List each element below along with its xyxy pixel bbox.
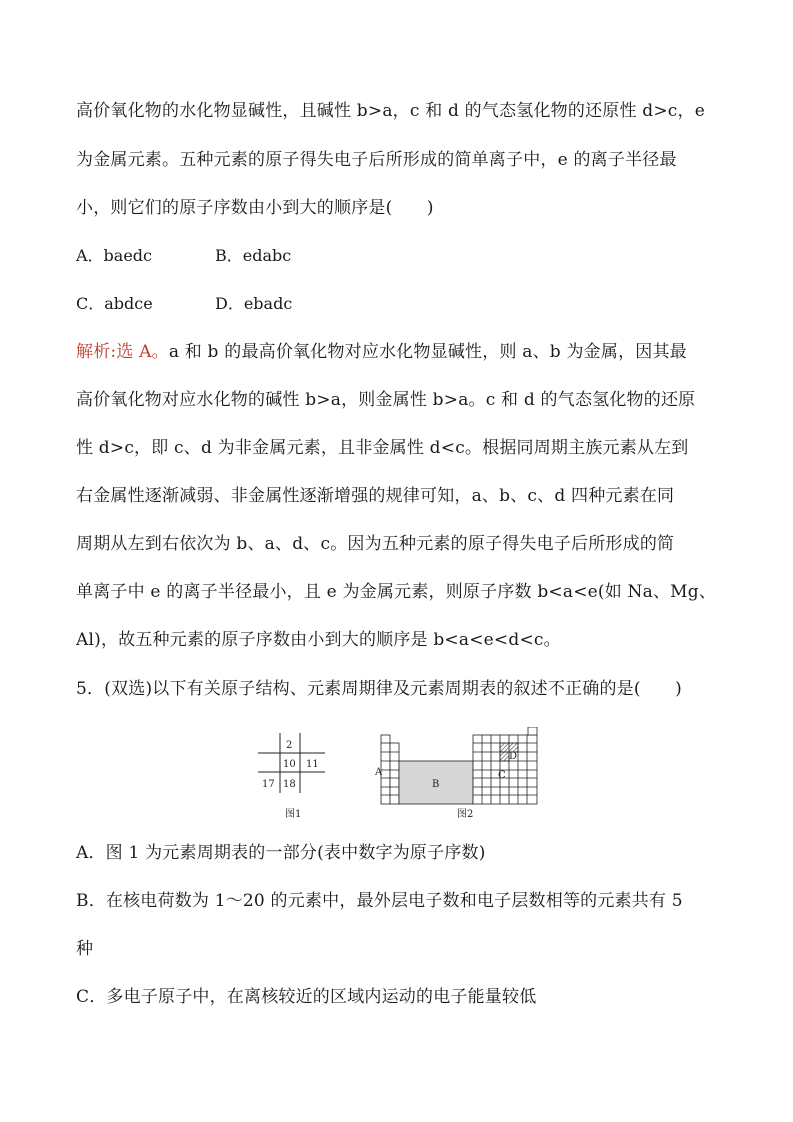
figure1-caption: 图1: [285, 809, 302, 820]
analysis-line-7: Al)，故五种元素的原子序数由小到大的顺序是 b<a<e<d<c。: [76, 630, 561, 650]
q5-figures: [253, 727, 553, 822]
q4-option-a: A．baedc: [76, 246, 153, 265]
q5-option-a: A．图 1 为元素周期表的一部分(表中数字为原子序数): [76, 843, 486, 863]
analysis-line-6: 单离子中 e 的离子半径最小，且 e 为金属元素，则原子序数 b<a<e(如 Na、Mg、: [76, 582, 717, 602]
q4-option-b: B．edabc: [215, 246, 292, 265]
figure2-label-d: D: [509, 751, 518, 762]
q4-line-1: 高价氧化物的水化物显碱性，且碱性 b>a，c 和 d 的气态氢化物的还原性 d>c，e: [76, 101, 705, 121]
figure2-label-a: A: [375, 767, 383, 778]
q5-option-c: C．多电子原子中，在离核较近的区域内运动的电子能量较低: [76, 987, 537, 1007]
figure2-hatch-2: [500, 752, 509, 761]
analysis-prefix: 解析:选 A。: [76, 342, 169, 362]
q5-option-b-line-2: 种: [76, 939, 94, 959]
q5-stem: 5．(双选)以下有关原子结构、元素周期律及元素周期表的叙述不正确的是( ): [76, 679, 682, 699]
figure2-caption: 图2: [457, 809, 474, 820]
q4-option-d: D．ebadc: [215, 294, 293, 313]
figure2-label-c: C: [498, 770, 506, 781]
figure1-num-2: 2: [286, 740, 293, 751]
figure1-num-10: 10: [283, 759, 296, 770]
analysis-line-1: [76, 340, 726, 364]
analysis-line-3: 性 d>c，即 c、d 为非金属元素，且非金属性 d<c。根据同周期主族元素从左到: [76, 438, 689, 458]
analysis-line-4: 右金属性逐渐减弱、非金属性逐渐增强的规律可知，a、b、c、d 四种元素在同: [76, 486, 675, 506]
figure1-num-18: 18: [283, 779, 296, 790]
q4-line-2: 为金属元素。五种元素的原子得失电子后所形成的简单离子中，e 的离子半径最: [76, 150, 677, 170]
q4-option-c: C．abdce: [76, 294, 153, 313]
analysis-line-5: 周期从左到右依次为 b、a、d、c。因为五种元素的原子得失电子后所形成的简: [76, 534, 675, 554]
figure1-num-11: 11: [306, 759, 319, 770]
q5-option-b-line-1: B．在核电荷数为 1～20 的元素中，最外层电子数和电子层数相等的元素共有 5: [76, 891, 683, 911]
figure1-num-17: 17: [262, 779, 275, 790]
analysis-text-1: a 和 b 的最高价氧化物对应水化物显碱性，则 a、b 为金属，因其最: [168, 342, 687, 362]
q5-figures-svg: [253, 727, 553, 822]
figure2-table: [381, 727, 537, 804]
analysis-line-2: 高价氧化物对应水化物的碱性 b>a，则金属性 b>a。c 和 d 的气态氢化物的还原: [76, 390, 696, 410]
q4-line-3: 小，则它们的原子序数由小到大的顺序是( ): [76, 198, 434, 218]
figure2-label-b: B: [432, 779, 440, 790]
